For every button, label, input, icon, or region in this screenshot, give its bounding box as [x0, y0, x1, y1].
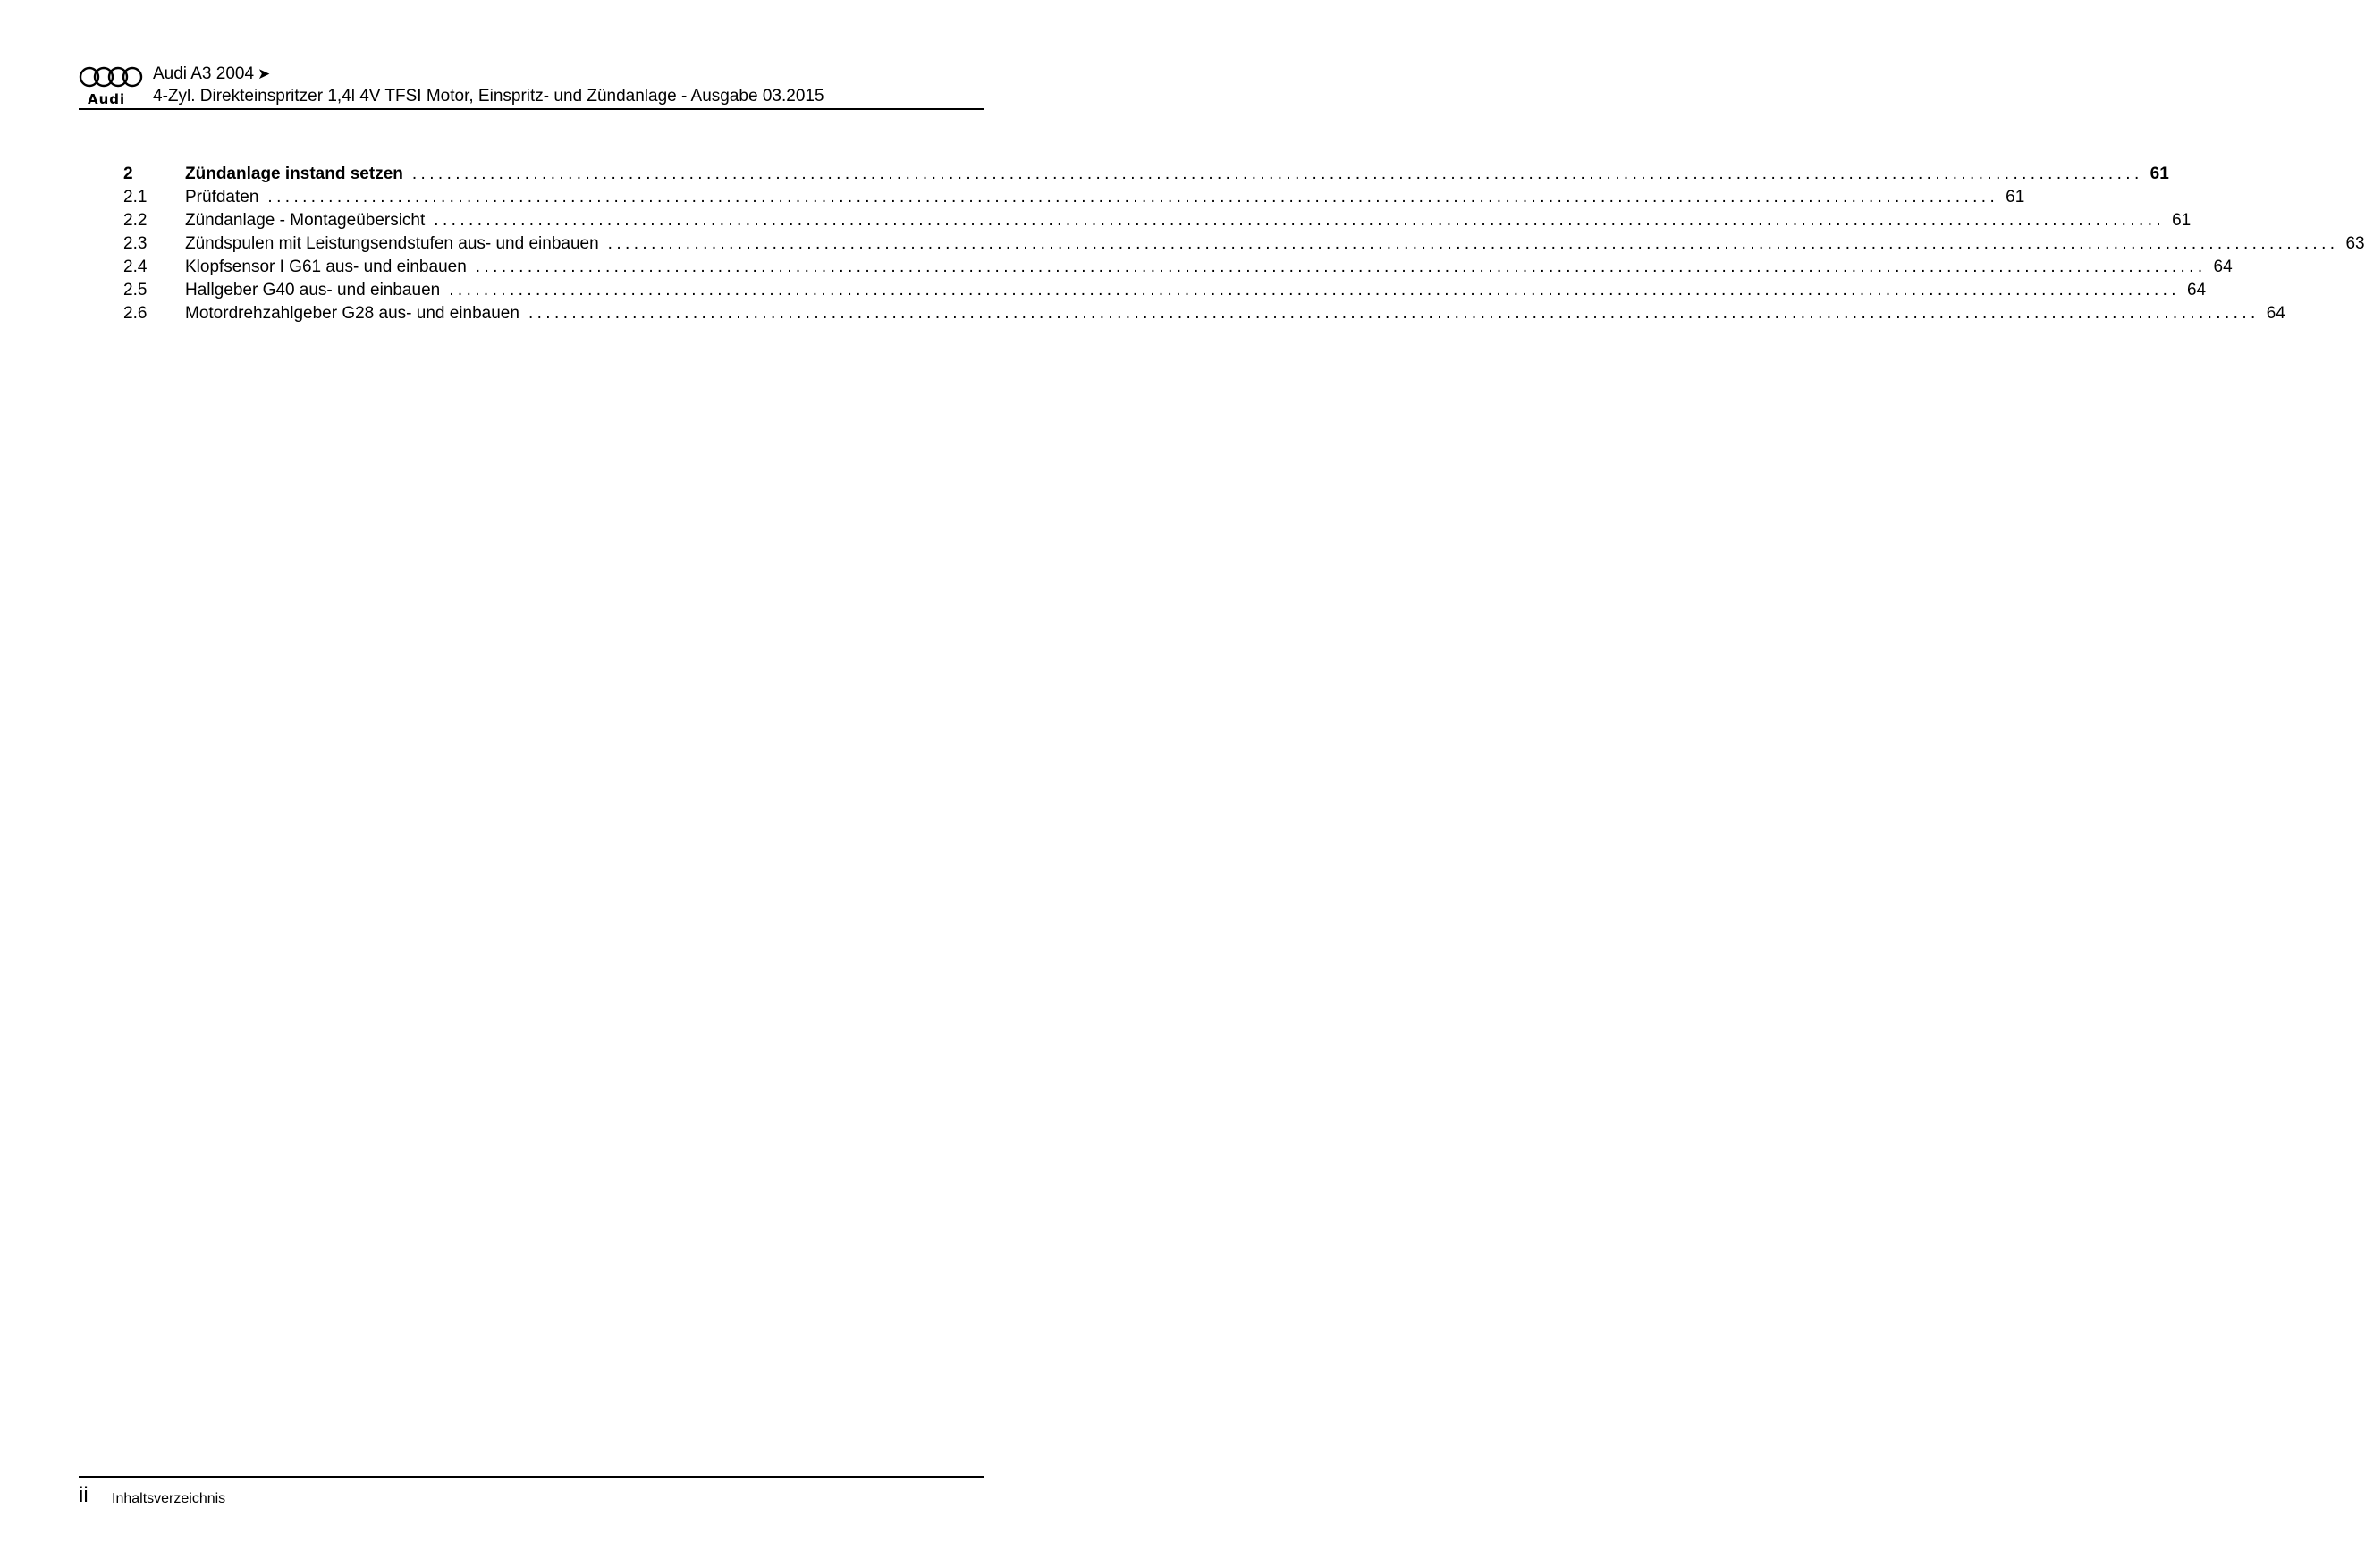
toc-title: Motordrehzahlgeber G28 aus- und einbauen	[185, 304, 519, 323]
toc-number: 2.2	[123, 211, 148, 230]
toc-row[interactable]	[123, 256, 2233, 279]
toc-leader-dots: ........................................................................................................................................................................................................	[434, 211, 2166, 230]
audi-wordmark: Audi	[88, 91, 126, 107]
toc-number: 2.6	[123, 304, 148, 323]
toc-row[interactable]	[123, 232, 2365, 256]
audi-rings-logo-icon	[79, 64, 143, 89]
toc-row[interactable]	[123, 302, 2285, 325]
toc-leader-dots: ........................................................................................................................................................................................................	[449, 281, 2180, 299]
toc-leader-dots: ........................................................................................................................................................................................................	[607, 234, 2339, 253]
toc-number: 2.1	[123, 188, 148, 207]
page-header	[79, 64, 984, 111]
toc-page-number: 63	[2345, 234, 2365, 253]
toc-leader-dots: ........................................................................................................................................................................................................	[411, 164, 2143, 183]
toc-number: 2.4	[123, 257, 148, 276]
toc-page-number: 61	[2006, 188, 2025, 207]
toc-row[interactable]	[123, 279, 2207, 302]
toc-title: Zündanlage - Montageübersicht	[185, 211, 426, 230]
toc-number: 2.5	[123, 281, 148, 299]
toc-row[interactable]	[123, 186, 2025, 209]
toc-title: Zündspulen mit Leistungsendstufen aus- und einbauen	[185, 234, 599, 253]
toc-title: Hallgeber G40 aus- und einbauen	[185, 281, 441, 299]
footer-page-number: ii	[79, 1483, 89, 1507]
toc-page-number: 64	[2266, 304, 2285, 323]
document-subtitle: 4-Zyl. Direkteinspritzer 1,4l 4V TFSI Motor, Einspritz- und Zündanlage - Ausgabe 03.2015	[153, 87, 824, 105]
header-divider	[79, 108, 984, 110]
toc-page-number: 64	[2186, 281, 2207, 299]
toc-number: 2.3	[123, 234, 148, 253]
toc-leader-dots: ........................................................................................................................................................................................................	[267, 188, 1999, 207]
title-text: Audi A3 2004	[153, 64, 255, 83]
toc-page-number: 61	[2172, 211, 2192, 230]
toc-page-number: 64	[2213, 257, 2233, 276]
toc-title: Prüfdaten	[185, 188, 259, 207]
toc-row[interactable]	[123, 209, 2192, 232]
toc-number: 2	[123, 164, 133, 183]
table-of-contents	[123, 163, 2365, 325]
toc-leader-dots: ........................................................................................................................................................................................................	[528, 304, 2259, 323]
toc-page-number: 61	[2150, 164, 2169, 183]
document-title	[153, 64, 270, 84]
toc-leader-dots: ........................................................................................................................................................................................................	[475, 257, 2207, 276]
toc-chapter-row[interactable]	[123, 163, 2169, 186]
arrow-right-icon: ➤	[258, 65, 271, 82]
footer-section-label: Inhaltsverzeichnis	[112, 1491, 226, 1506]
toc-title: Klopfsensor I G61 aus- und einbauen	[185, 257, 467, 276]
footer-divider	[79, 1476, 984, 1478]
toc-title: Zündanlage instand setzen	[185, 164, 403, 183]
